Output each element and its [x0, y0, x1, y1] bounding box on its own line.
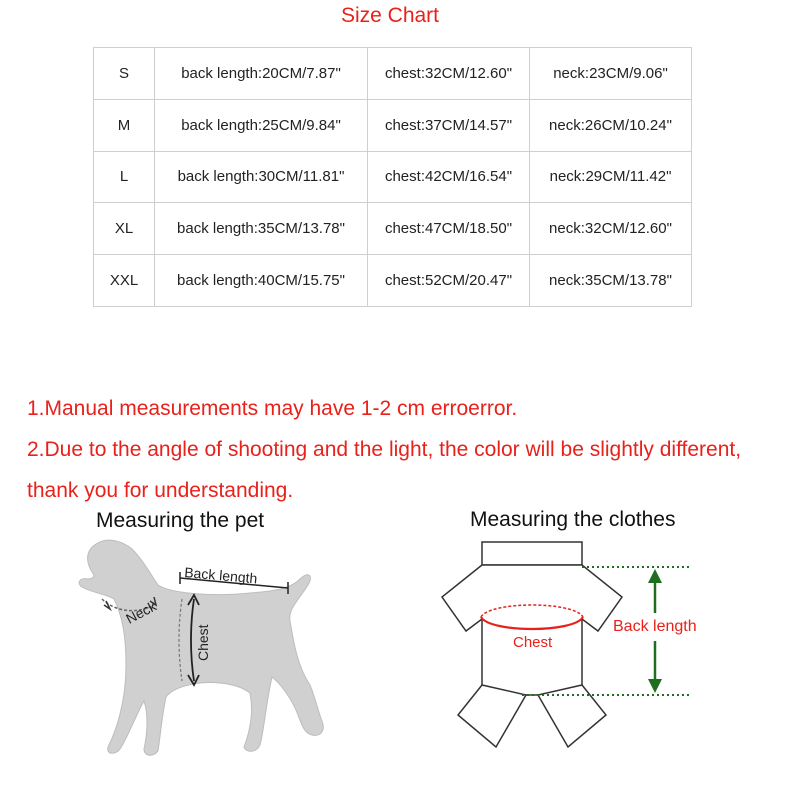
table-row: [94, 151, 692, 203]
pet-back-length-label: Back length: [183, 564, 259, 587]
chest-cell: chest:52CM/20.47": [368, 255, 530, 307]
pet-neck-label: Neck: [123, 597, 159, 627]
table-row: [94, 255, 692, 307]
size-chart-title: Size Chart: [340, 4, 440, 27]
neck-cell: neck:32CM/12.60": [530, 203, 692, 255]
dog-figure: [70, 535, 330, 790]
size-cell: S: [94, 48, 155, 100]
clothes-figure: [430, 535, 700, 795]
clothes-back-length-label: Back length: [613, 618, 697, 635]
back-length-cell: back length:30CM/11.81": [155, 151, 368, 203]
neck-cell: neck:26CM/10.24": [530, 99, 692, 151]
size-table: [93, 47, 692, 307]
clothes-chest-label: Chest: [513, 634, 553, 651]
back-length-cell: back length:35CM/13.78": [155, 203, 368, 255]
chest-cell: chest:42CM/16.54": [368, 151, 530, 203]
table-row: [94, 48, 692, 100]
notes: [27, 388, 787, 511]
back-length-cell: back length:20CM/7.87": [155, 48, 368, 100]
size-cell: M: [94, 99, 155, 151]
size-cell: L: [94, 151, 155, 203]
neck-cell: neck:29CM/11.42": [530, 151, 692, 203]
back-length-cell: back length:25CM/9.84": [155, 99, 368, 151]
neck-cell: neck:35CM/13.78": [530, 255, 692, 307]
pet-chest-label: Chest: [195, 624, 211, 661]
size-cell: XXL: [94, 255, 155, 307]
table-row: [94, 203, 692, 255]
measuring-clothes-title: Measuring the clothes: [470, 508, 676, 531]
size-cell: XL: [94, 203, 155, 255]
table-row: [94, 99, 692, 151]
back-length-cell: back length:40CM/15.75": [155, 255, 368, 307]
chest-cell: chest:32CM/12.60": [368, 48, 530, 100]
note-item: 1.Manual measurements may have 1-2 cm erroerror.: [27, 397, 518, 420]
neck-cell: neck:23CM/9.06": [530, 48, 692, 100]
chest-cell: chest:37CM/14.57": [368, 99, 530, 151]
measuring-pet-title: Measuring the pet: [96, 509, 265, 532]
chest-cell: chest:47CM/18.50": [368, 203, 530, 255]
note-item: 2.Due to the angle of shooting and the light, the color will be slightly different, thank you for understanding.: [27, 438, 742, 502]
